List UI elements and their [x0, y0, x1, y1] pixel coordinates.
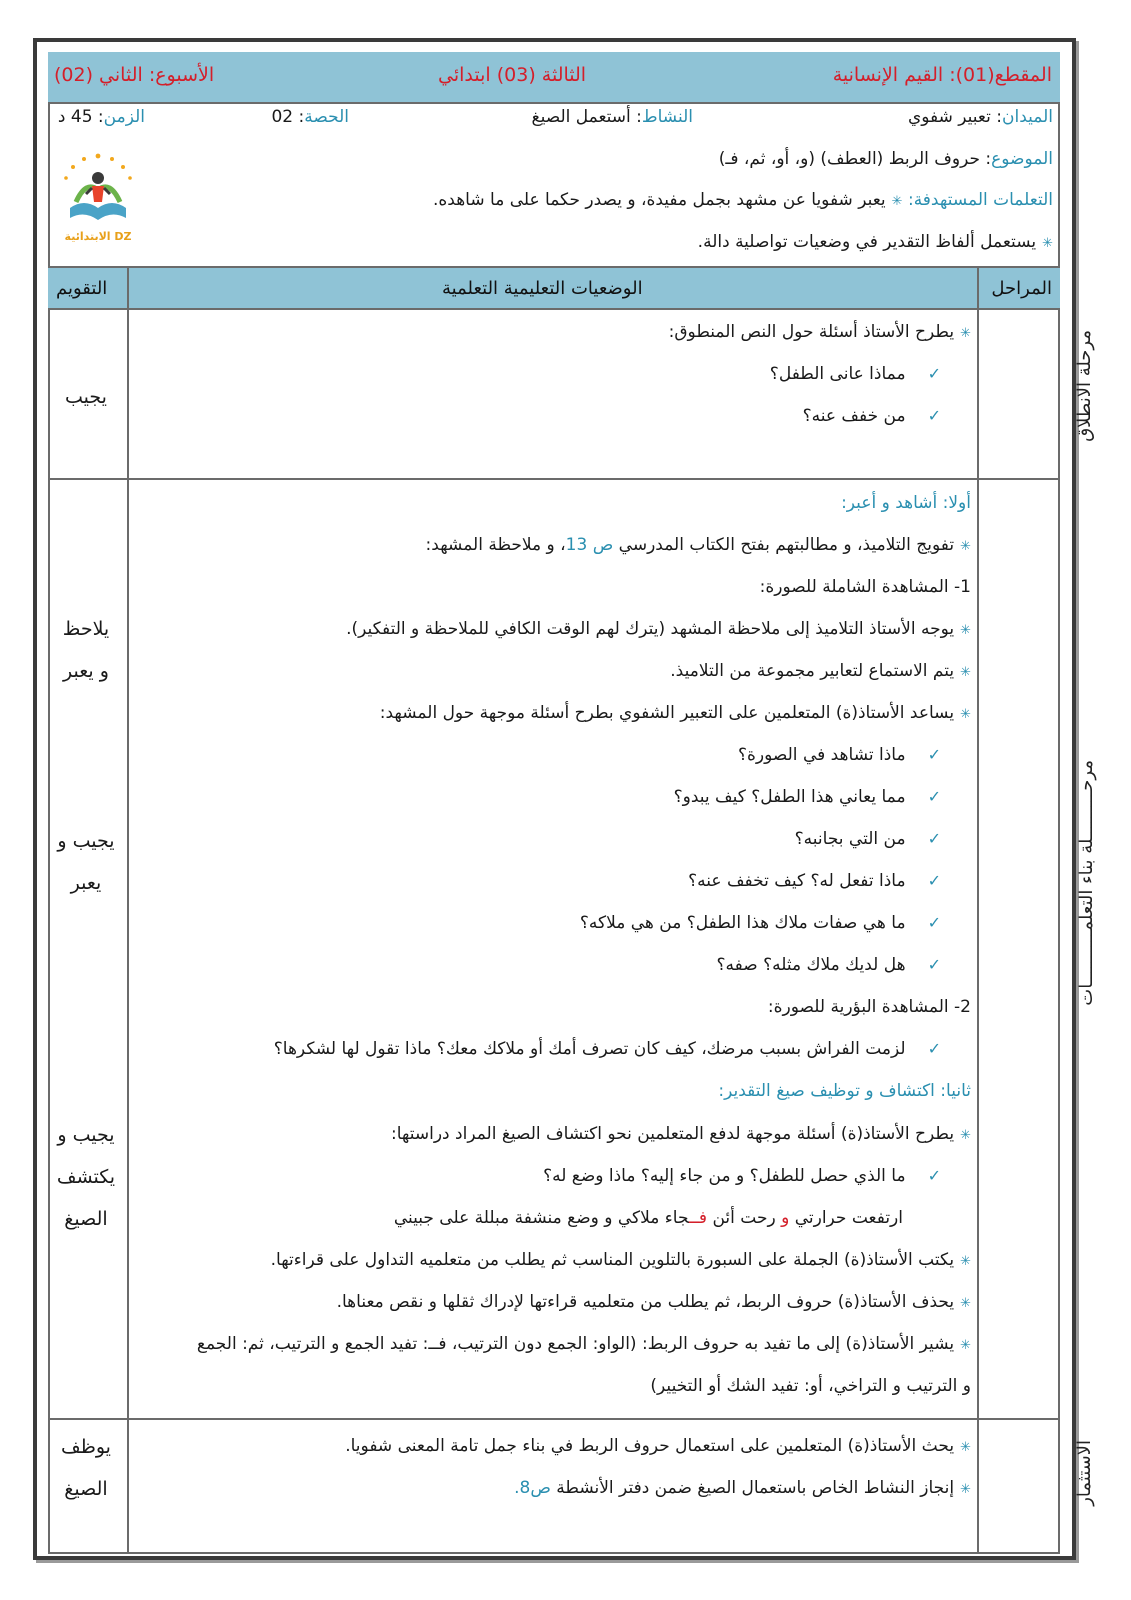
build-eval-3c: الصيغ [64, 1208, 108, 1230]
invest-line-2: ✳إنجاز النشاط الخاص باستعمال الصيغ ضمن دفتر الأنشطة ص8. [514, 1478, 971, 1498]
week-title: الأسبوع: الثاني (02) [54, 64, 215, 86]
invest-eval-b: الصيغ [64, 1478, 108, 1500]
invest-line-1: ✳يحث الأستاذ(ة) المتعلمين على استعمال حروف الربط في بناء جمل تامة المعنى شفويا. [345, 1436, 971, 1456]
build-heading-2: ثانيا: اكتشاف و توظيف صيغ التقدير: [718, 1081, 971, 1101]
grade-title: الثالثة (03) ابتدائي [438, 64, 587, 86]
launch-q1: ✓مماذا عانى الطفل؟ [769, 364, 941, 384]
build-q7: ✓لزمت الفراش بسبب مرضك، كيف كان تصرف أمك أو ملاكك معك؟ ماذا تقول لها لشكرها؟ [273, 1039, 941, 1059]
launch-eval: يجيب [65, 386, 107, 408]
school-logo [56, 150, 140, 250]
build-line-9: و الترتيب و التراخي، أو: تفيد الشك أو التخيير) [650, 1376, 971, 1396]
activity-info: النشاط: أستعمل الصيغ [531, 107, 693, 127]
build-q4: ✓ماذا تفعل له؟ كيف تخفف عنه؟ [688, 871, 941, 891]
table-header [48, 266, 1060, 310]
header-banner [48, 52, 1060, 104]
build-q3: ✓من التي بجانبه؟ [794, 829, 941, 849]
build-eval-2b: يعبر [70, 872, 102, 894]
example-sentence: ارتفعت حرارتي و رحت أئن فــجاء ملاكي و وضع منشفة مبللة على جبيني [393, 1208, 903, 1228]
build-eval-1b: و يعبر [63, 660, 109, 682]
build-eval-2a: يجيب و [57, 830, 115, 852]
build-eval-3a: يجيب و [57, 1124, 115, 1146]
segment-title: المقطع(01): القيم الإنسانية [832, 64, 1052, 86]
build-line-2: ✳يوجه الأستاذ التلاميذ إلى ملاحظة المشهد (يترك لهم الوقت الكافي للملاحظة و التفكير). [346, 619, 971, 639]
targets-info: التعلمات المستهدفة: ✳يعبر شفويا عن مشهد بجمل مفيدة، و يصدر حكما على ما شاهده. [432, 190, 1053, 210]
row-divider-2 [48, 1418, 1060, 1420]
build-line-4: ✳يساعد الأستاذ(ة) المتعلمين على التعبير الشفوي بطرح أسئلة موجهة حول المشهد: [379, 703, 971, 723]
build-line-1: ✳تفويج التلاميذ، و مطالبتهم بفتح الكتاب المدرسي ص 13، و ملاحظة المشهد: [425, 535, 971, 555]
build-heading-1: أولا: أشاهد و أعبر: [841, 493, 971, 513]
invest-eval-a: يوظف [61, 1436, 111, 1458]
build-q5: ✓ما هي صفات ملاك هذا الطفل؟ من هي ملاكه؟ [579, 913, 941, 933]
launch-q2: ✓من خفف عنه؟ [802, 406, 941, 426]
build-eval-1a: يلاحظ [62, 618, 110, 640]
col-situations: الوضعيات التعليمية التعلمية [442, 278, 643, 299]
launch-line-1: ✳يطرح الأستاذ أسئلة حول النص المنطوق: [668, 322, 971, 342]
time-info: الزمن: 45 د [57, 107, 145, 127]
stage-build: مرحـــــــــلة بناء التعلمــــــــــات [1076, 760, 1097, 1006]
session-info: الحصة: 02 [271, 107, 349, 127]
build-q1: ✓ماذا تشاهد في الصورة؟ [737, 745, 941, 765]
col-stages: المراحل [991, 278, 1052, 299]
stage-invest: الاستثمار [1074, 1440, 1095, 1506]
field-info: الميدان: تعبير شفوي [907, 107, 1053, 127]
build-line-5: ✳يطرح الأستاذ(ة) أسئلة موجهة لدفع المتعلمين نحو اكتشاف الصيغ المراد دراستها: [391, 1124, 971, 1144]
build-line-8: ✳يشير الأستاذ(ة) إلى ما تفيد به حروف الربط: (الواو: الجمع دون الترتيب، فــ: تفيد الجمع و الترتيب، ثم: الجمع [196, 1334, 971, 1354]
build-line-3: ✳يتم الاستماع لتعابير مجموعة من التلاميذ. [670, 661, 971, 681]
col-evaluation: التقويم [56, 278, 108, 299]
build-line-7: ✳يحذف الأستاذ(ة) حروف الربط، ثم يطلب من متعلميه قراءتها لإدراك ثقلها و نقص معناها. [336, 1292, 971, 1312]
col-divider-eval [127, 266, 129, 1554]
col-divider-stages [977, 266, 979, 1554]
build-q2: ✓مما يعاني هذا الطفل؟ كيف يبدو؟ [673, 787, 941, 807]
row-divider-1 [48, 478, 1060, 480]
stage-launch: مرحلة الانطلاق [1074, 330, 1095, 442]
target-2: ✳يستعمل ألفاظ التقدير في وضعيات تواصلية دالة. [697, 232, 1053, 252]
logo-text: DZ الابتدائية [64, 230, 132, 243]
build-q6: ✓هل لديك ملاك مثله؟ صفه؟ [716, 955, 941, 975]
build-sub-1: 1- المشاهدة الشاملة للصورة: [759, 577, 971, 597]
build-q8: ✓ما الذي حصل للطفل؟ و من جاء إليه؟ ماذا وضع له؟ [543, 1166, 941, 1186]
build-line-6: ✳يكتب الأستاذ(ة) الجملة على السبورة بالتلوين المناسب ثم يطلب من متعلميه التداول على قراءتها. [270, 1250, 971, 1270]
build-sub-2: 2- المشاهدة البؤرية للصورة: [767, 997, 971, 1017]
build-eval-3b: يكتشف [56, 1166, 116, 1188]
topic-info: الموضوع: حروف الربط (العطف) (و، أو، ثم، فـ) [718, 149, 1053, 169]
